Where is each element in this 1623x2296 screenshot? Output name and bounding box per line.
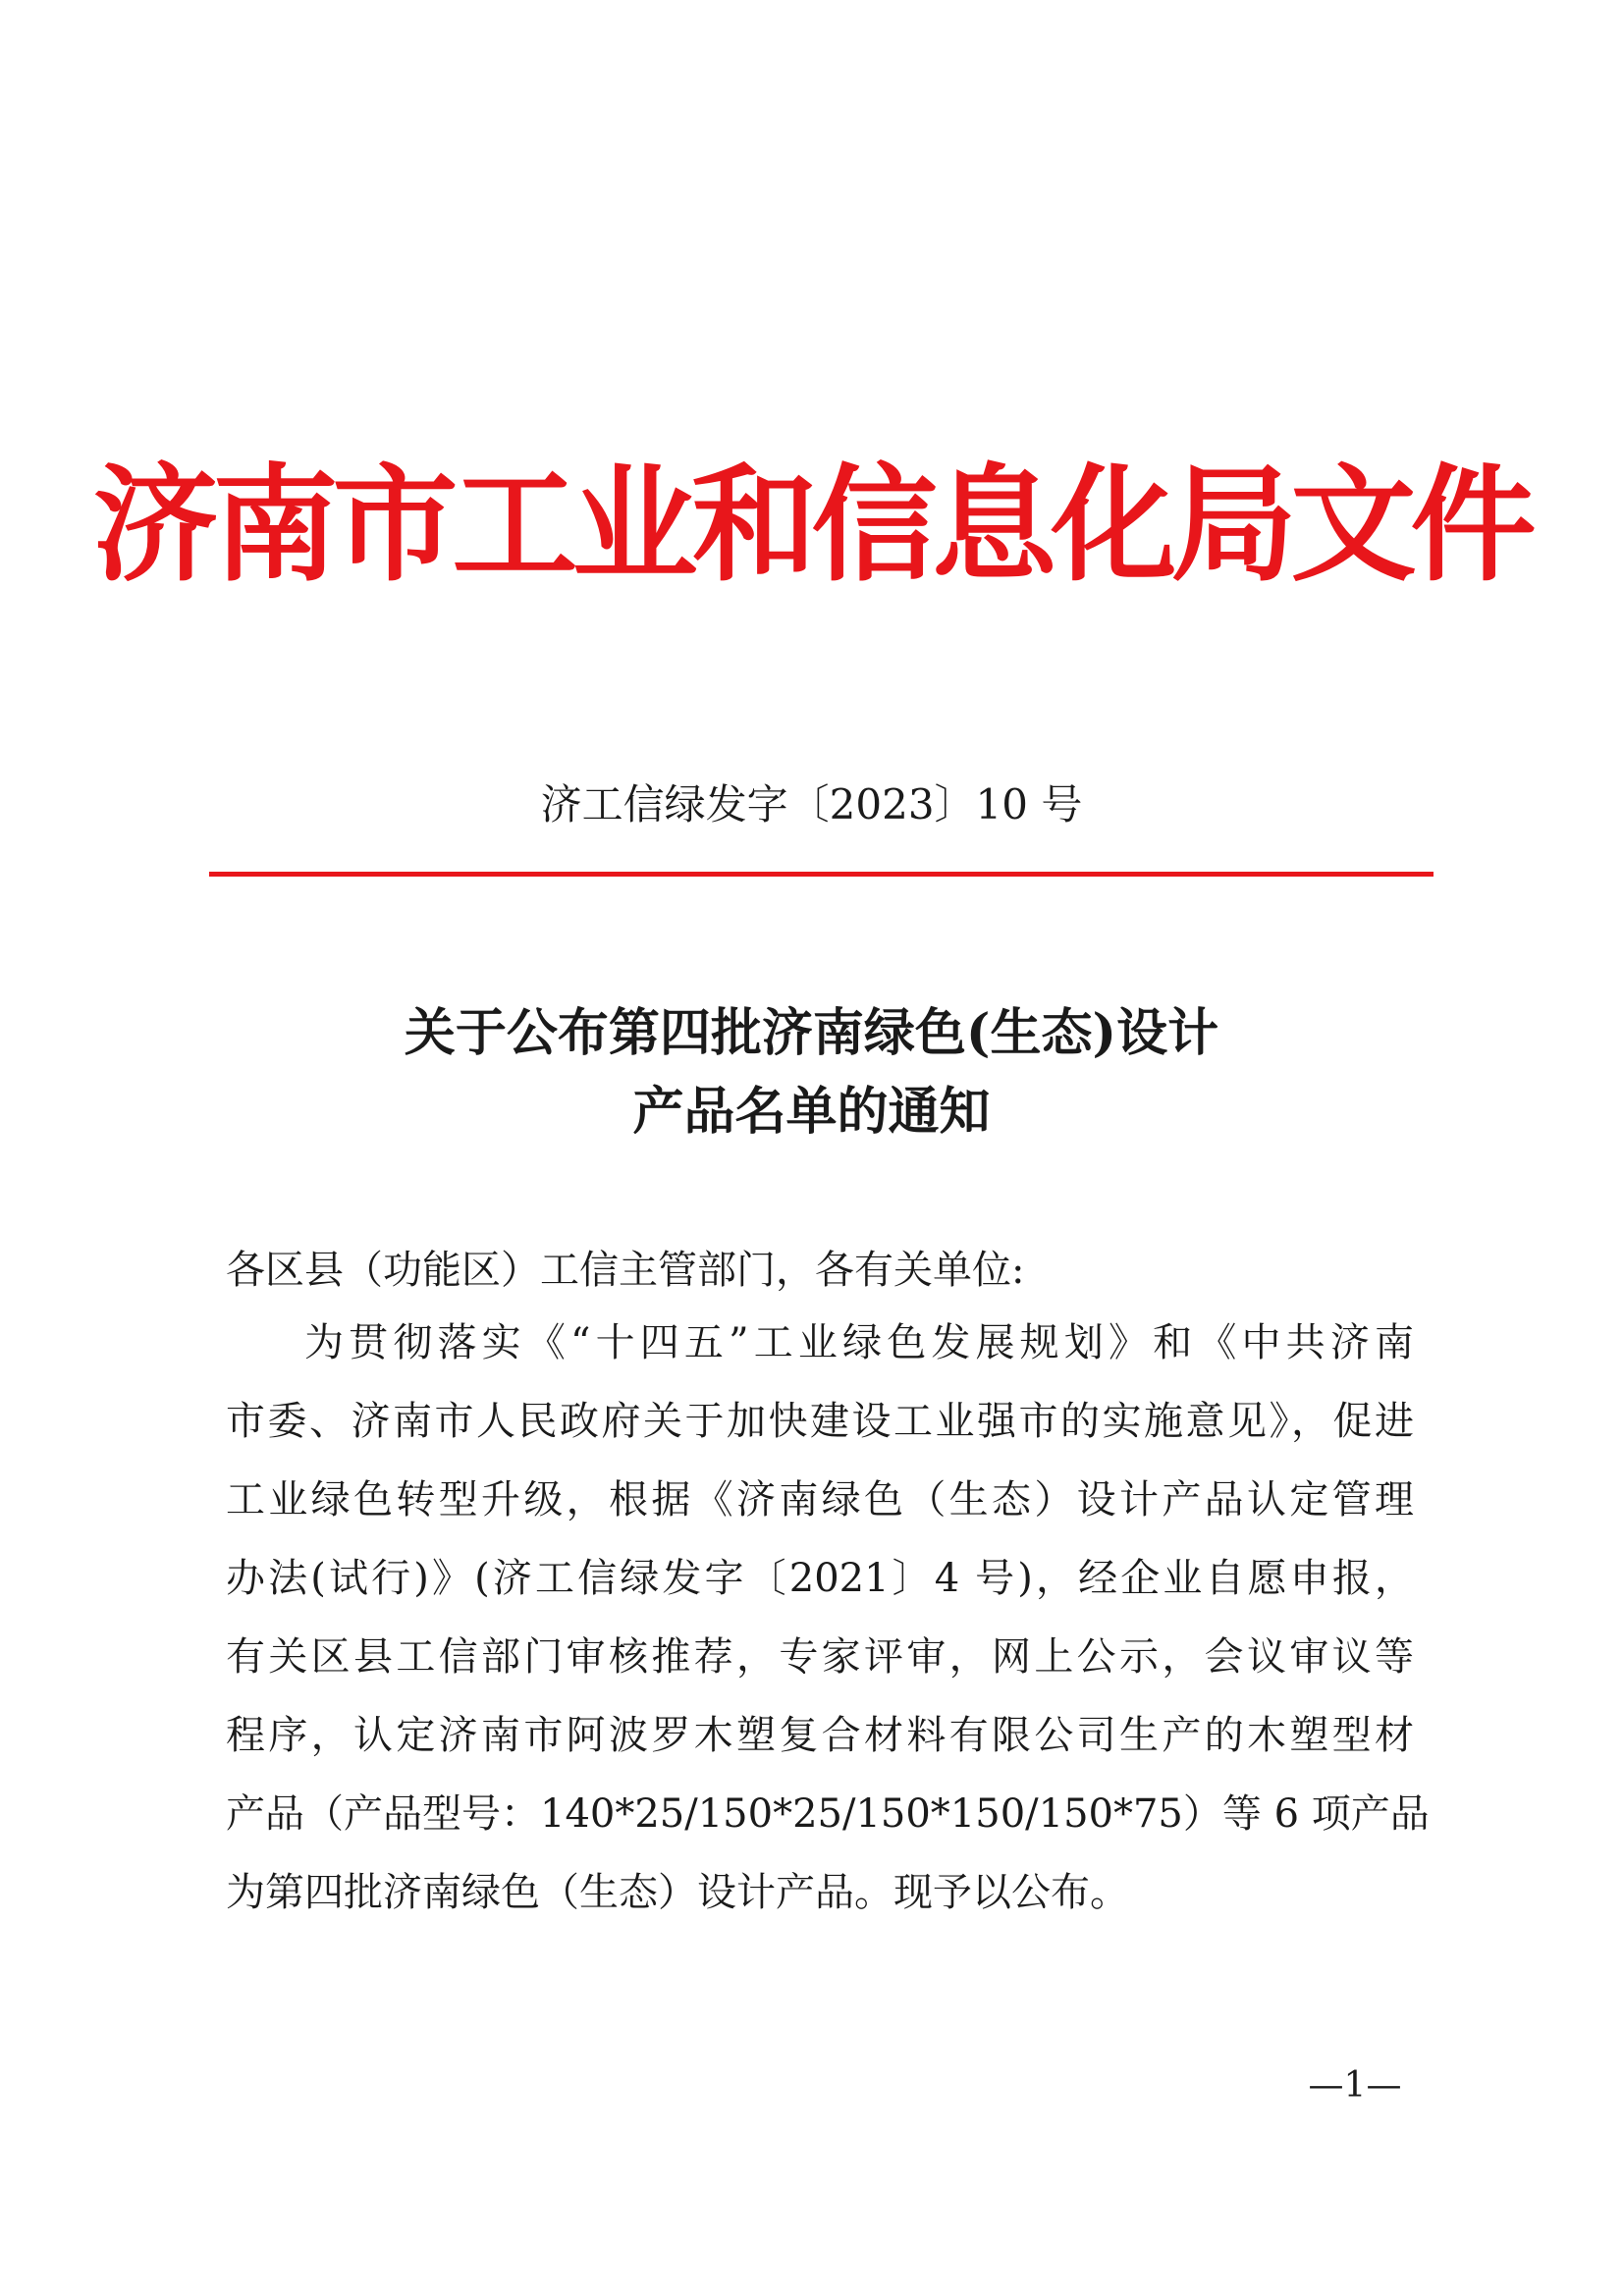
notice-title-line-1: 关于公布第四批济南绿色(生态)设计 — [404, 1003, 1219, 1063]
body-paragraph-line: 程序，认定济南市阿波罗木塑复合材料有限公司生产的木塑型材 — [226, 1713, 1414, 1758]
masthead-title: 济南市工业和信息化局文件 — [92, 452, 1531, 599]
red-divider — [209, 872, 1434, 877]
salutation: 各区县（功能区）工信主管部门，各有关单位: — [226, 1248, 1025, 1293]
body-paragraph-line: 市委、济南市人民政府关于加快建设工业强市的实施意见》，促进 — [226, 1399, 1414, 1444]
body-paragraph-line: 办法(试行)》(济工信绿发字〔2021〕4 号)，经企业自愿申报， — [226, 1556, 1414, 1601]
notice-title-line-2: 产品名单的通知 — [632, 1082, 991, 1142]
body-paragraph-line: 产品（产品型号：140*25/150*25/150*150/150*75）等 6 项产品 — [226, 1791, 1430, 1837]
body-paragraph-line: 为第四批济南绿色（生态）设计产品。现予以公布。 — [226, 1870, 1129, 1915]
body-paragraph-line: 有关区县工信部门审核推荐，专家评审，网上公示，会议审议等 — [226, 1634, 1414, 1680]
body-paragraph-line: 为贯彻落实《“十四五”工业绿色发展规划》和《中共济南 — [304, 1320, 1414, 1365]
document-number: 济工信绿发字〔2023〕10 号 — [540, 780, 1083, 828]
page-number: —1— — [1308, 2065, 1402, 2106]
body-paragraph-line: 工业绿色转型升级，根据《济南绿色（生态）设计产品认定管理 — [226, 1477, 1414, 1522]
